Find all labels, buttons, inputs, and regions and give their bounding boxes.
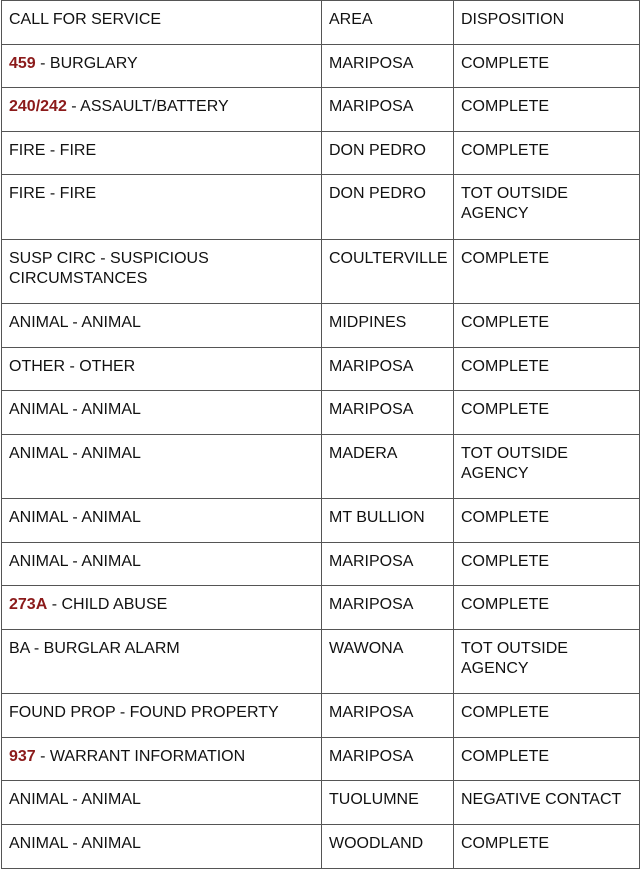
area-cell: COULTERVILLE (322, 239, 454, 303)
table-row (2, 694, 640, 738)
call-description: ANIMAL - ANIMAL (9, 401, 141, 419)
area-cell: MT BULLION (322, 499, 454, 543)
area-cell: MARIPOSA (322, 391, 454, 435)
call-for-service-cell (2, 781, 322, 825)
disposition-cell: COMPLETE (454, 694, 640, 738)
area-cell: MARIPOSA (322, 586, 454, 630)
disposition-cell: COMPLETE (454, 586, 640, 630)
call-description: ANIMAL - ANIMAL (9, 509, 141, 527)
disposition-cell: COMPLETE (454, 737, 640, 781)
disposition-cell: COMPLETE (454, 824, 640, 868)
call-description: - BURGLARY (35, 54, 138, 72)
disposition-cell: COMPLETE (454, 131, 640, 175)
header-area: AREA (322, 1, 454, 45)
table-row (2, 781, 640, 825)
call-code: 459 (9, 54, 36, 72)
call-log-table (1, 0, 640, 869)
table-row (2, 586, 640, 630)
call-for-service-cell (2, 542, 322, 586)
table-row (2, 44, 640, 88)
area-cell: TUOLUMNE (322, 781, 454, 825)
call-description: ANIMAL - ANIMAL (9, 444, 141, 462)
call-description: - WARRANT INFORMATION (35, 747, 246, 765)
call-for-service-cell (2, 434, 322, 498)
call-code: 240/242 (9, 98, 67, 116)
area-cell: MARIPOSA (322, 542, 454, 586)
disposition-cell: COMPLETE (454, 542, 640, 586)
call-description: - CHILD ABUSE (47, 596, 168, 614)
call-for-service-cell (2, 175, 322, 239)
call-description: ANIMAL - ANIMAL (9, 834, 141, 852)
area-cell: WOODLAND (322, 824, 454, 868)
disposition-cell: COMPLETE (454, 239, 640, 303)
disposition-cell: COMPLETE (454, 347, 640, 391)
call-description: FIRE - FIRE (9, 185, 97, 203)
disposition-cell: NEGATIVE CONTACT (454, 781, 640, 825)
area-cell: MADERA (322, 434, 454, 498)
area-cell: MARIPOSA (322, 694, 454, 738)
call-for-service-cell (2, 44, 322, 88)
table-row (2, 239, 640, 303)
call-for-service-cell (2, 737, 322, 781)
area-cell: WAWONA (322, 629, 454, 693)
area-cell: MARIPOSA (322, 347, 454, 391)
header-call-for-service: CALL FOR SERVICE (2, 1, 322, 45)
call-description: ANIMAL - ANIMAL (9, 791, 141, 809)
table-row (2, 303, 640, 347)
table-row (2, 175, 640, 239)
call-description: OTHER - OTHER (9, 357, 136, 375)
disposition-cell: COMPLETE (454, 88, 640, 132)
disposition-cell: COMPLETE (454, 303, 640, 347)
call-description: ANIMAL - ANIMAL (9, 552, 141, 570)
disposition-cell: COMPLETE (454, 44, 640, 88)
table-row (2, 542, 640, 586)
disposition-cell: TOT OUTSIDE AGENCY (454, 434, 640, 498)
call-for-service-cell (2, 347, 322, 391)
call-description: BA - BURGLAR ALARM (9, 639, 180, 657)
area-cell: MARIPOSA (322, 88, 454, 132)
table-row (2, 347, 640, 391)
call-code: 273A (9, 596, 48, 614)
area-cell: MARIPOSA (322, 44, 454, 88)
table-header-row (2, 1, 640, 45)
table-row (2, 434, 640, 498)
call-for-service-cell (2, 88, 322, 132)
call-for-service-cell (2, 629, 322, 693)
area-cell: MIDPINES (322, 303, 454, 347)
header-disposition: DISPOSITION (454, 1, 640, 45)
call-for-service-cell (2, 586, 322, 630)
call-for-service-cell (2, 824, 322, 868)
disposition-cell: TOT OUTSIDE AGENCY (454, 175, 640, 239)
call-description: FIRE - FIRE (9, 141, 97, 159)
area-cell: DON PEDRO (322, 175, 454, 239)
call-description: SUSP CIRC - SUSPICIOUS CIRCUMSTANCES (9, 249, 214, 287)
area-cell: DON PEDRO (322, 131, 454, 175)
table-row (2, 391, 640, 435)
table-row (2, 88, 640, 132)
table-row (2, 131, 640, 175)
call-description: FOUND PROP - FOUND PROPERTY (9, 704, 279, 722)
call-description: - ASSAULT/BATTERY (66, 98, 229, 116)
call-code: 937 (9, 747, 36, 765)
disposition-cell: TOT OUTSIDE AGENCY (454, 629, 640, 693)
call-description: ANIMAL - ANIMAL (9, 313, 141, 331)
call-for-service-cell (2, 499, 322, 543)
table-row (2, 824, 640, 868)
call-for-service-cell (2, 694, 322, 738)
disposition-cell: COMPLETE (454, 391, 640, 435)
call-for-service-cell (2, 303, 322, 347)
call-for-service-cell (2, 391, 322, 435)
call-for-service-cell (2, 239, 322, 303)
table-row (2, 629, 640, 693)
table-row (2, 499, 640, 543)
area-cell: MARIPOSA (322, 737, 454, 781)
table-row (2, 737, 640, 781)
disposition-cell: COMPLETE (454, 499, 640, 543)
call-for-service-cell (2, 131, 322, 175)
